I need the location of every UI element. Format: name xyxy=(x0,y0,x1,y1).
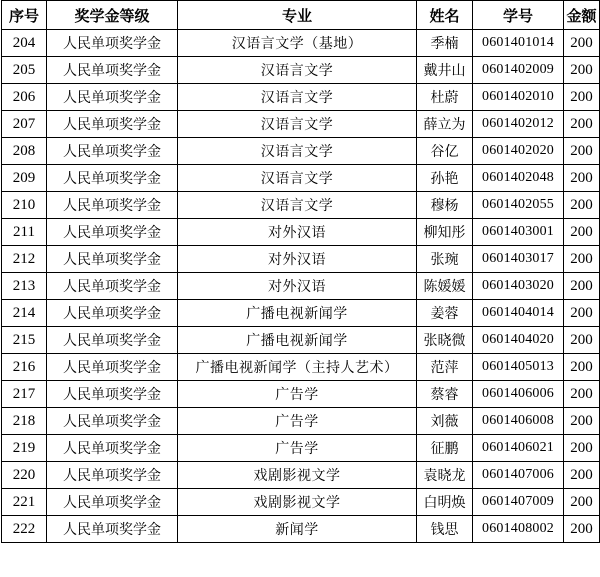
cell-name: 钱思 xyxy=(417,516,473,543)
cell-student-id: 0601406008 xyxy=(473,408,564,435)
cell-seq: 218 xyxy=(2,408,47,435)
table-row xyxy=(2,246,600,273)
cell-seq: 205 xyxy=(2,57,47,84)
cell-student-id: 0601407006 xyxy=(473,462,564,489)
cell-amount: 200 xyxy=(564,273,600,300)
cell-student-id: 0601406006 xyxy=(473,381,564,408)
table-row xyxy=(2,354,600,381)
cell-name: 陈媛媛 xyxy=(417,273,473,300)
cell-student-id: 0601403020 xyxy=(473,273,564,300)
cell-amount: 200 xyxy=(564,354,600,381)
cell-seq: 209 xyxy=(2,165,47,192)
cell-major: 广告学 xyxy=(178,381,417,408)
cell-name: 张琬 xyxy=(417,246,473,273)
table-row xyxy=(2,84,600,111)
table-row xyxy=(2,435,600,462)
cell-name: 谷亿 xyxy=(417,138,473,165)
cell-amount: 200 xyxy=(564,111,600,138)
table-row xyxy=(2,165,600,192)
cell-level: 人民单项奖学金 xyxy=(47,273,178,300)
table-row xyxy=(2,327,600,354)
cell-major: 广播电视新闻学（主持人艺术） xyxy=(178,354,417,381)
cell-student-id: 0601402009 xyxy=(473,57,564,84)
cell-amount: 200 xyxy=(564,30,600,57)
table-row xyxy=(2,462,600,489)
cell-seq: 214 xyxy=(2,300,47,327)
cell-student-id: 0601405013 xyxy=(473,354,564,381)
header-name: 姓名 xyxy=(417,1,473,30)
cell-student-id: 0601402055 xyxy=(473,192,564,219)
cell-major: 广播电视新闻学 xyxy=(178,327,417,354)
cell-level: 人民单项奖学金 xyxy=(47,489,178,516)
cell-name: 季楠 xyxy=(417,30,473,57)
cell-seq: 210 xyxy=(2,192,47,219)
cell-amount: 200 xyxy=(564,462,600,489)
cell-major: 对外汉语 xyxy=(178,246,417,273)
cell-name: 刘薇 xyxy=(417,408,473,435)
cell-major: 戏剧影视文学 xyxy=(178,489,417,516)
cell-seq: 219 xyxy=(2,435,47,462)
cell-level: 人民单项奖学金 xyxy=(47,462,178,489)
cell-level: 人民单项奖学金 xyxy=(47,246,178,273)
table-row xyxy=(2,489,600,516)
table-row xyxy=(2,30,600,57)
cell-name: 姜蓉 xyxy=(417,300,473,327)
cell-student-id: 0601404014 xyxy=(473,300,564,327)
cell-major: 对外汉语 xyxy=(178,219,417,246)
cell-amount: 200 xyxy=(564,84,600,111)
cell-level: 人民单项奖学金 xyxy=(47,516,178,543)
cell-seq: 221 xyxy=(2,489,47,516)
cell-seq: 222 xyxy=(2,516,47,543)
cell-name: 孙艳 xyxy=(417,165,473,192)
header-major: 专业 xyxy=(178,1,417,30)
cell-major: 汉语言文学 xyxy=(178,165,417,192)
table-row xyxy=(2,300,600,327)
cell-name: 穆杨 xyxy=(417,192,473,219)
cell-major: 新闻学 xyxy=(178,516,417,543)
cell-major: 戏剧影视文学 xyxy=(178,462,417,489)
cell-level: 人民单项奖学金 xyxy=(47,408,178,435)
table-row xyxy=(2,219,600,246)
cell-major: 汉语言文学 xyxy=(178,111,417,138)
cell-level: 人民单项奖学金 xyxy=(47,435,178,462)
scholarship-table xyxy=(1,0,600,543)
cell-major: 汉语言文学 xyxy=(178,84,417,111)
cell-amount: 200 xyxy=(564,192,600,219)
cell-amount: 200 xyxy=(564,327,600,354)
cell-student-id: 0601403001 xyxy=(473,219,564,246)
cell-level: 人民单项奖学金 xyxy=(47,219,178,246)
cell-name: 戴井山 xyxy=(417,57,473,84)
cell-student-id: 0601408002 xyxy=(473,516,564,543)
header-row xyxy=(2,1,600,30)
cell-level: 人民单项奖学金 xyxy=(47,381,178,408)
cell-seq: 204 xyxy=(2,30,47,57)
cell-level: 人民单项奖学金 xyxy=(47,354,178,381)
cell-name: 蔡睿 xyxy=(417,381,473,408)
cell-student-id: 0601402020 xyxy=(473,138,564,165)
cell-level: 人民单项奖学金 xyxy=(47,57,178,84)
table-row xyxy=(2,192,600,219)
header-student-id: 学号 xyxy=(473,1,564,30)
cell-seq: 212 xyxy=(2,246,47,273)
cell-level: 人民单项奖学金 xyxy=(47,192,178,219)
cell-student-id: 0601406021 xyxy=(473,435,564,462)
cell-level: 人民单项奖学金 xyxy=(47,300,178,327)
cell-amount: 200 xyxy=(564,138,600,165)
cell-amount: 200 xyxy=(564,489,600,516)
header-amount: 金额 xyxy=(564,1,600,30)
cell-major: 汉语言文学 xyxy=(178,57,417,84)
cell-level: 人民单项奖学金 xyxy=(47,138,178,165)
table-row xyxy=(2,408,600,435)
cell-amount: 200 xyxy=(564,300,600,327)
cell-student-id: 0601401014 xyxy=(473,30,564,57)
cell-level: 人民单项奖学金 xyxy=(47,327,178,354)
cell-seq: 211 xyxy=(2,219,47,246)
cell-major: 广告学 xyxy=(178,435,417,462)
cell-seq: 215 xyxy=(2,327,47,354)
cell-seq: 208 xyxy=(2,138,47,165)
cell-amount: 200 xyxy=(564,408,600,435)
cell-student-id: 0601403017 xyxy=(473,246,564,273)
cell-major: 汉语言文学 xyxy=(178,192,417,219)
cell-major: 汉语言文学 xyxy=(178,138,417,165)
cell-name: 征鹏 xyxy=(417,435,473,462)
cell-amount: 200 xyxy=(564,246,600,273)
table-header xyxy=(2,1,600,30)
cell-seq: 220 xyxy=(2,462,47,489)
cell-seq: 217 xyxy=(2,381,47,408)
cell-name: 柳知彤 xyxy=(417,219,473,246)
cell-student-id: 0601404020 xyxy=(473,327,564,354)
cell-student-id: 0601402010 xyxy=(473,84,564,111)
table-row xyxy=(2,57,600,84)
cell-name: 张晓微 xyxy=(417,327,473,354)
cell-level: 人民单项奖学金 xyxy=(47,111,178,138)
header-seq: 序号 xyxy=(2,1,47,30)
cell-amount: 200 xyxy=(564,219,600,246)
cell-amount: 200 xyxy=(564,381,600,408)
cell-seq: 206 xyxy=(2,84,47,111)
cell-name: 范萍 xyxy=(417,354,473,381)
cell-student-id: 0601407009 xyxy=(473,489,564,516)
cell-amount: 200 xyxy=(564,57,600,84)
cell-amount: 200 xyxy=(564,435,600,462)
cell-seq: 216 xyxy=(2,354,47,381)
cell-student-id: 0601402012 xyxy=(473,111,564,138)
cell-major: 对外汉语 xyxy=(178,273,417,300)
cell-student-id: 0601402048 xyxy=(473,165,564,192)
cell-amount: 200 xyxy=(564,165,600,192)
cell-name: 杜蔚 xyxy=(417,84,473,111)
cell-seq: 213 xyxy=(2,273,47,300)
cell-name: 袁晓龙 xyxy=(417,462,473,489)
cell-level: 人民单项奖学金 xyxy=(47,30,178,57)
table-row xyxy=(2,138,600,165)
cell-major: 广播电视新闻学 xyxy=(178,300,417,327)
cell-level: 人民单项奖学金 xyxy=(47,84,178,111)
table-body xyxy=(2,30,600,543)
table-row xyxy=(2,273,600,300)
table-row xyxy=(2,111,600,138)
table-row xyxy=(2,516,600,543)
cell-name: 薛立为 xyxy=(417,111,473,138)
cell-major: 广告学 xyxy=(178,408,417,435)
table-row xyxy=(2,381,600,408)
cell-level: 人民单项奖学金 xyxy=(47,165,178,192)
cell-name: 白明焕 xyxy=(417,489,473,516)
header-level: 奖学金等级 xyxy=(47,1,178,30)
cell-major: 汉语言文学（基地） xyxy=(178,30,417,57)
cell-seq: 207 xyxy=(2,111,47,138)
cell-amount: 200 xyxy=(564,516,600,543)
